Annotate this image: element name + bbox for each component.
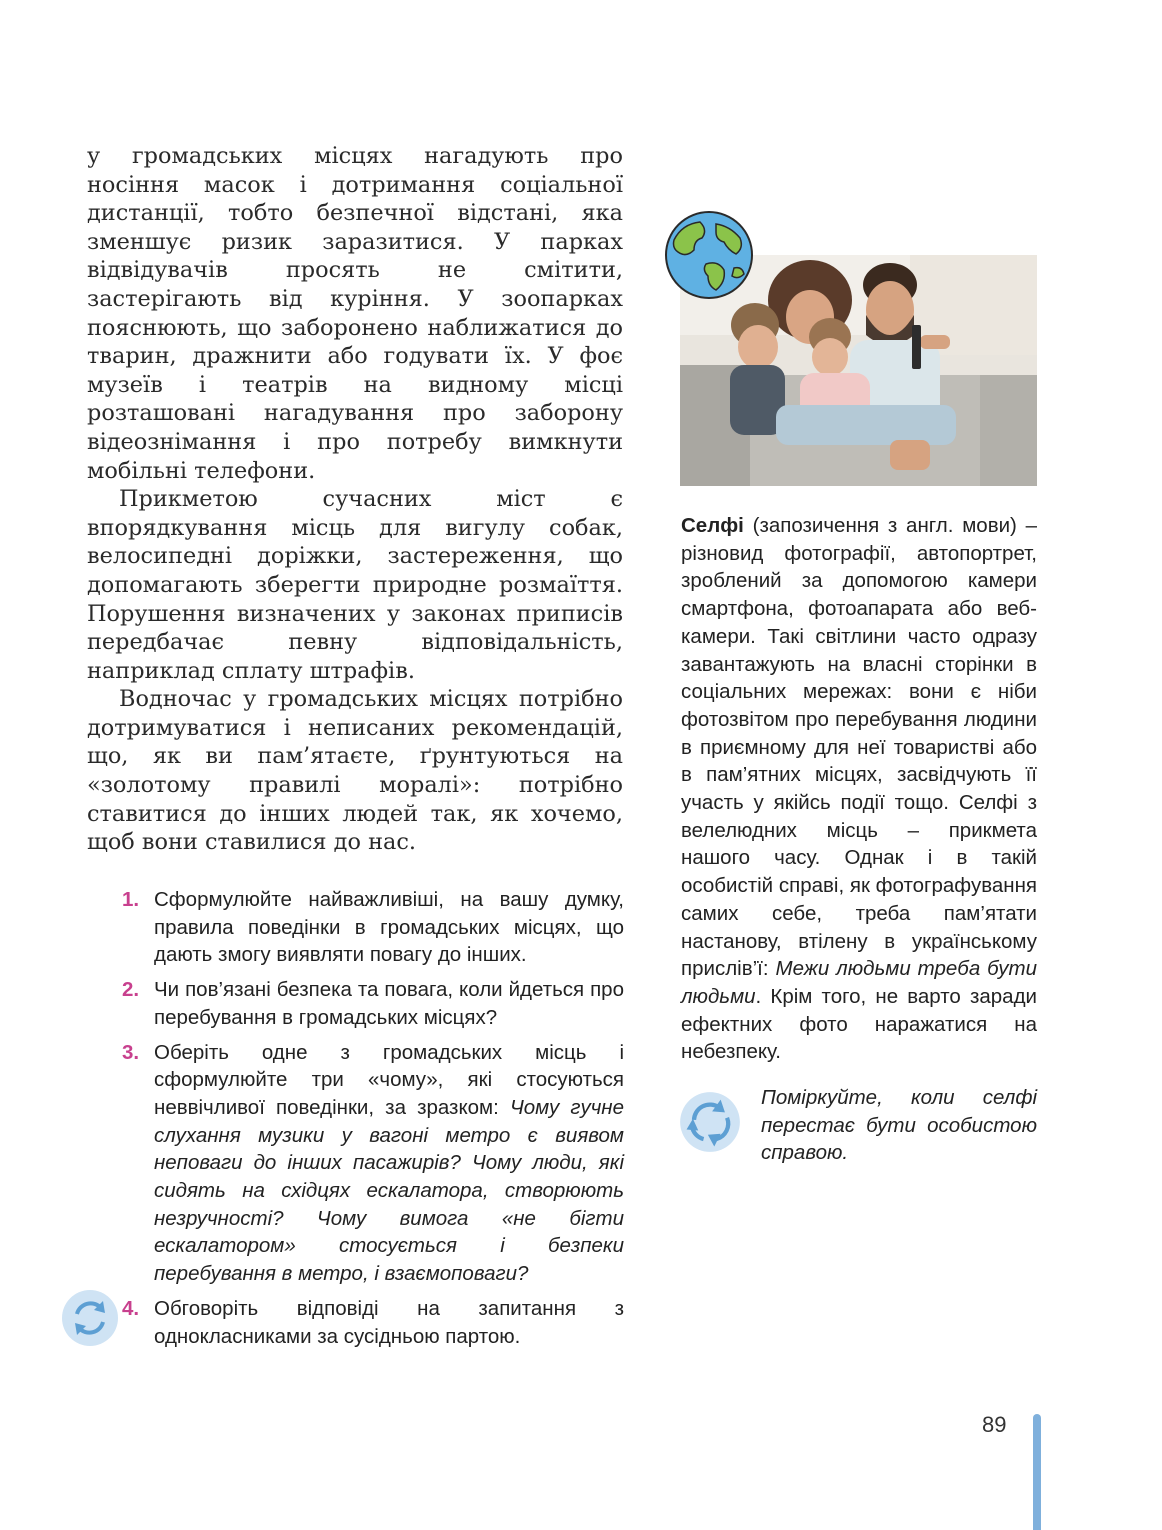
question-example: Чому гучне слухання музики у вагоні метро є виявом неповаги до інших пасажирів? Чому люди, які сидять на східцях ескалатора, створюють незручності? Чому вимога «не бігти ескалатором» стосується і безпеки перебування в метро, і взаємоповаги?	[154, 1095, 624, 1286]
question-number: 2.	[122, 978, 140, 1002]
page-edge-marker	[1033, 1414, 1041, 1530]
question-4	[122, 1295, 624, 1350]
question-text: Чи пов’язані безпека та повага, коли йдеться про перебування в громадських місцях?	[154, 978, 624, 1029]
discussion-cycle-icon	[60, 1288, 120, 1348]
question-2	[122, 976, 624, 1031]
paragraph-3: Водночас у громадських місцях потрібно дотримуватися і неписаних рекомендацій, що, як ви пам’ятаєте, ґрунтуються на «золотому правилі моралі»: потрібно ставитися до інших людей так, як хочемо, щоб вони ставилися до нас.	[87, 686, 623, 856]
definition-text: (запозичення з англ. мови) – різновид фотографії, автопортрет, зроблений за допомогою камери смартфона, фотоапарата або веб-камери. Такі світлини часто одразу завантажують на власні сторінки в соціальних мережах: вони є ніби фотозвітом про перебування людини в приємному для неї товаристві або в пам’ятних місцях, засвідчують її участь у якійсь події тощо. Селфі з велелюдних місць – прикмета нашого часу. Однак і в такій особистій справі, як фотографування самих себе, треба пам’ятати настанову, втілену в українському прислів’ї:	[681, 514, 1037, 981]
proverb: Межи людьми треба бути людьми	[681, 957, 1037, 1008]
page-number: 89	[982, 1412, 1007, 1437]
question-1	[122, 886, 624, 969]
definition-text-end: . Крім того, не варто заради ефектних фото наражатися на небезпеку.	[681, 984, 1037, 1064]
question-3	[122, 1039, 624, 1288]
question-text: Оберіть одне з громадських місць і сформулюйте три «чому», які стосуються неввічливої поведінки, за зразком:	[154, 1040, 624, 1119]
selfie-definition	[681, 512, 1037, 1066]
paragraph-1: у громадських місцях нагадують про носіння масок і дотримання соціальної дистанції, тобто безпечної відстані, яка зменшує ризик заразитися. У парках відвідувачів просять не смітити, застерігають від куріння. У зоопарках пояснюють, що заборонено наближатися до тварин, дражнити або годувати їх. У фоє музеїв і театрів на видному місці розташовані нагадування про заборону відеознімання і про потребу вимкнути мобільні телефони.	[87, 143, 623, 484]
question-number: 1.	[122, 888, 140, 911]
main-text	[87, 142, 623, 857]
reflect-cycle-icon	[678, 1090, 742, 1154]
paragraph-2: Прикметою сучасних міст є впорядкування місць для вигулу собак, велосипедні доріжки, застереження, що допомагають зберегти природне розмаїття. Порушення визначених у законах приписів передбачає певну відповідальність, наприклад сплату штрафів.	[87, 486, 623, 684]
question-number: 3.	[122, 1040, 140, 1064]
term-selfie: Селфі	[681, 514, 744, 537]
question-list	[122, 886, 624, 1357]
reflect-prompt: Поміркуйте, коли селфі перестає бути особистою справою.	[761, 1086, 1037, 1165]
question-text: Сформулюйте найважливіші, на вашу думку, правила поведінки в громадських місцях, що дають змогу виявляти повагу до інших.	[154, 888, 624, 967]
question-number: 4.	[122, 1296, 140, 1320]
globe-icon	[664, 210, 754, 300]
question-text: Обговоріть відповіді на запитання з однокласниками за сусідньою партою.	[154, 1296, 624, 1348]
